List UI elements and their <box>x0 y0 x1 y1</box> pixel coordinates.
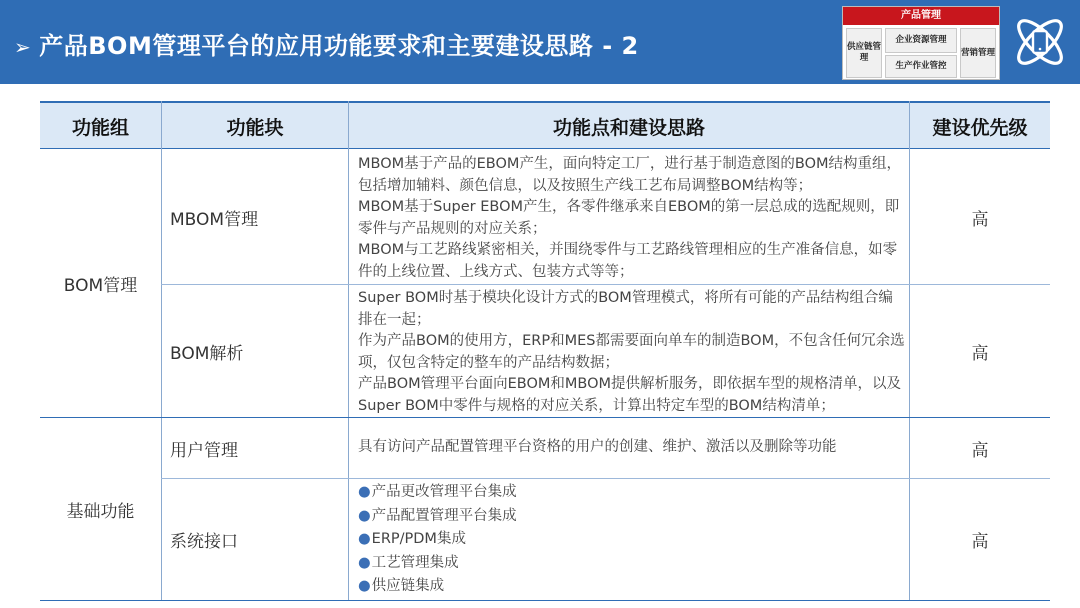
bullet-icon: ● <box>358 531 371 547</box>
module-diagram <box>842 6 1000 80</box>
points-mbom-management <box>358 154 906 283</box>
bullet-icon: ● <box>358 554 371 571</box>
point-text: MBOM基于Super EBOM产生，各零件继承来自EBOM的第一层总成的选配规则，即零件与产品规则的对应关系； <box>358 199 900 237</box>
page-title <box>14 26 639 61</box>
diagram-top-label: 产品管理 <box>843 7 999 25</box>
header-function-group: 功能组 <box>71 116 129 139</box>
header-function-points: 功能点和建设思路 <box>552 116 705 139</box>
list-item: ●供应链集成 <box>358 578 445 594</box>
atom-phone-logo-icon <box>1008 10 1072 74</box>
header-priority: 建设优先级 <box>932 116 1028 139</box>
points-system-interfaces <box>358 481 906 599</box>
group-bom-management: BOM管理 <box>63 276 138 296</box>
page-title-text: 产品BOM管理平台的应用功能要求和主要建设思路 - 2 <box>39 32 639 60</box>
block-bom-parsing: BOM解析 <box>170 343 244 364</box>
diagram-center-bottom-box: 生产作业管控 <box>885 55 957 78</box>
table-header-row <box>40 101 1050 149</box>
block-user-management: 用户管理 <box>170 440 238 461</box>
block-system-interfaces: 系统接口 <box>170 532 238 552</box>
list-item: ●ERP/PDM集成 <box>358 531 466 547</box>
points-user-management <box>358 437 906 459</box>
bullet-icon: ● <box>358 507 371 524</box>
diagram-right-box: 营销管理 <box>960 28 996 78</box>
point-text: 具有访问产品配置管理平台资格的用户的创建、维护、激活以及删除等功能 <box>358 439 837 455</box>
list-item: ●工艺管理集成 <box>358 554 459 571</box>
list-item: ●产品配置管理平台集成 <box>358 507 517 524</box>
priority-bom-parsing: 高 <box>971 343 989 364</box>
point-text: MBOM基于产品的EBOM产生，面向特定工厂，进行基于制造意图的BOM结构重组，包括增加辅料、颜色信息，以及按照生产线工艺布局调整BOM结构等； <box>358 156 902 194</box>
priority-user-management: 高 <box>971 440 989 461</box>
header-function-block: 功能块 <box>226 116 284 139</box>
points-bom-parsing <box>358 288 906 417</box>
block-mbom-management: MBOM管理 <box>170 209 259 230</box>
diagram-center-top-box: 企业资源管理 <box>885 28 957 53</box>
list-item: ●产品更改管理平台集成 <box>358 484 517 500</box>
point-text: MBOM与工艺路线紧密相关，并围绕零件与工艺路线管理相应的生产准备信息，如零件的上线位置、上线方式、包装方式等等； <box>358 242 898 280</box>
header-bar <box>0 0 1080 84</box>
priority-mbom-management: 高 <box>971 209 989 230</box>
bullet-icon: ● <box>358 578 371 594</box>
diagram-left-box: 供应链管理 <box>846 28 882 78</box>
point-text: Super BOM时基于模块化设计方式的BOM管理模式，将所有可能的产品结构组合编排在一起； <box>358 290 893 328</box>
chevron-right-icon: ➢ <box>14 35 32 59</box>
point-text: 作为产品BOM的使用方，ERP和MES都需要面向单车的制造BOM，不包含任何冗余选项，仅包含特定的整车的产品结构数据； <box>358 333 905 371</box>
point-text: 产品BOM管理平台面向EBOM和MBOM提供解析服务，即依据车型的规格清单，以及Super BOM中零件与规格的对应关系，计算出特定车型的BOM结构清单； <box>358 376 902 414</box>
bullet-icon: ● <box>358 484 371 500</box>
priority-system-interfaces: 高 <box>971 532 989 552</box>
group-basic-functions: 基础功能 <box>66 501 135 522</box>
